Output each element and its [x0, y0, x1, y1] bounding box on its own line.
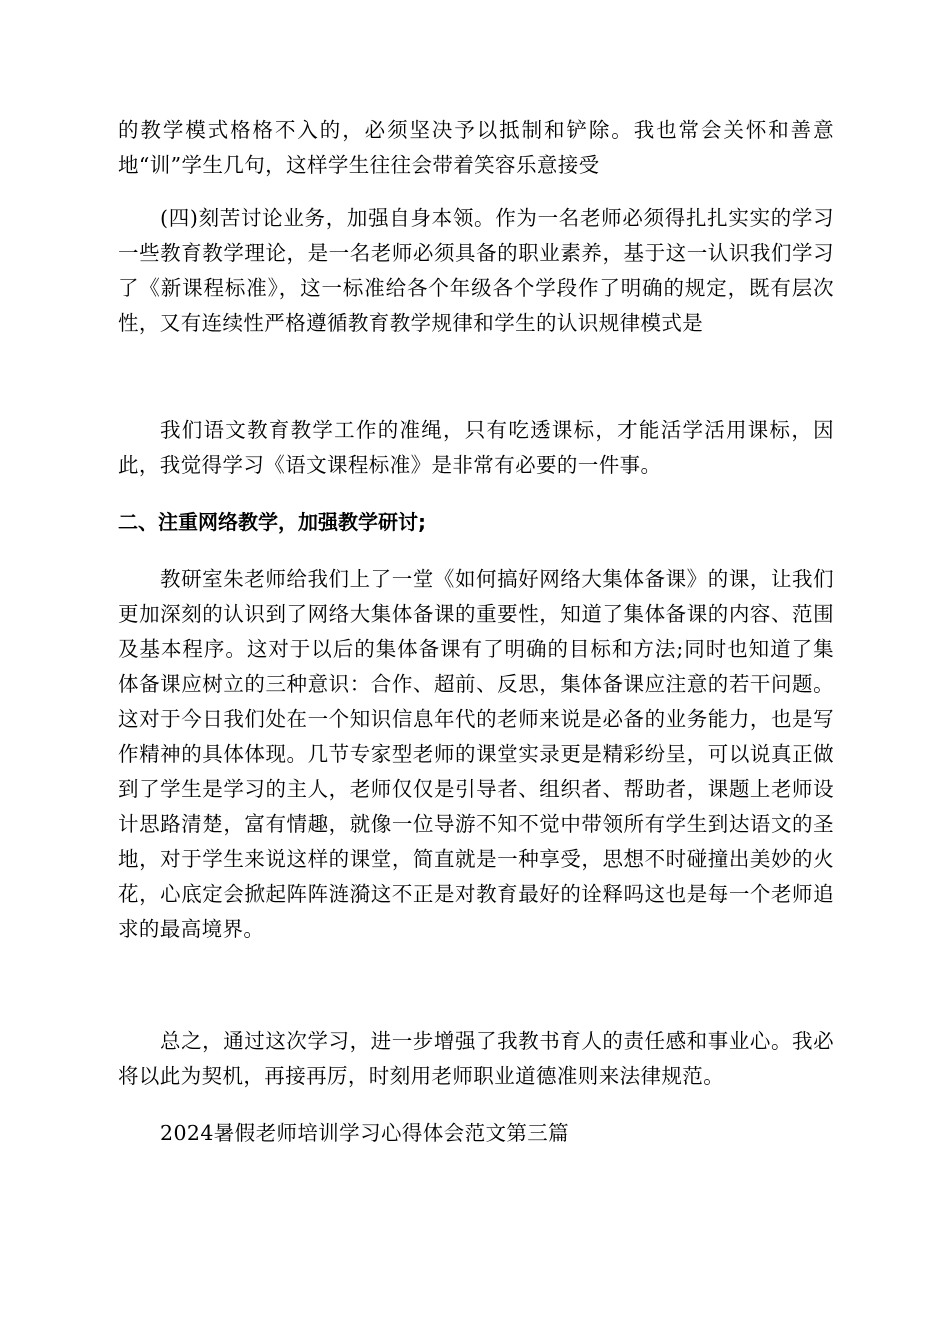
paragraph-network-teaching: 教研室朱老师给我们上了一堂《如何搞好网络大集体备课》的课，让我们更加深刻的认识到了网络大集体备课的重要性，知道了集体备课的内容、范围及基本程序。这对于以后的集体备课有了明确的目标和方法;同时也知道了集体备课应树立的三种意识：合作、超前、反思，集体备课应注意的若干问题。这对于今日我们处在一个知识信息年代的老师来说是必备的业务能力，也是写作精神的具体体现。几节专家型老师的课堂实录更是精彩纷呈，可以说真正做到了学生是学习的主人，老师仅仅是引导者、组织者、帮助者，课题上老师设计思路清楚，富有情趣，就像一位导游不知不觉中带领所有学生到达语文的圣地，对于学生来说这样的课堂，简直就是一种享受，思想不时碰撞出美妙的火花，心底定会掀起阵阵涟漪这不正是对教育最好的诠释吗这也是每一个老师追求的最高境界。: [118, 567, 834, 941]
paragraph-section-four: (四)刻苦讨论业务，加强自身本领。作为一名老师必须得扎扎实实的学习一些教育教学理论，是一名老师必须具备的职业素养，基于这一认识我们学习了《新课程标准》，这一标准给各个年级各个学段作了明确的规定，既有层次性，又有连续性严格遵循教育教学规律和学生的认识规律模式是: [118, 206, 834, 335]
paragraph-curriculum-standard: 我们语文教育教学工作的准绳，只有吃透课标，才能活学活用课标，因此，我觉得学习《语文课程标准》是非常有必要的一件事。: [118, 418, 834, 477]
next-article-title: 2024暑假老师培训学习心得体会范文第三篇: [160, 1121, 570, 1145]
paragraph-continuation: 的教学模式格格不入的，必须坚决予以抵制和铲除。我也常会关怀和善意地“训”学生几句，这样学生往往会带着笑容乐意接受: [118, 118, 834, 177]
paragraph-conclusion: 总之，通过这次学习，进一步增强了我教书育人的责任感和事业心。我必将以此为契机，再接再厉，时刻用老师职业道德准则来法律规范。: [118, 1029, 834, 1088]
section-heading-two: 二、注重网络教学，加强教学研讨;: [118, 510, 426, 534]
